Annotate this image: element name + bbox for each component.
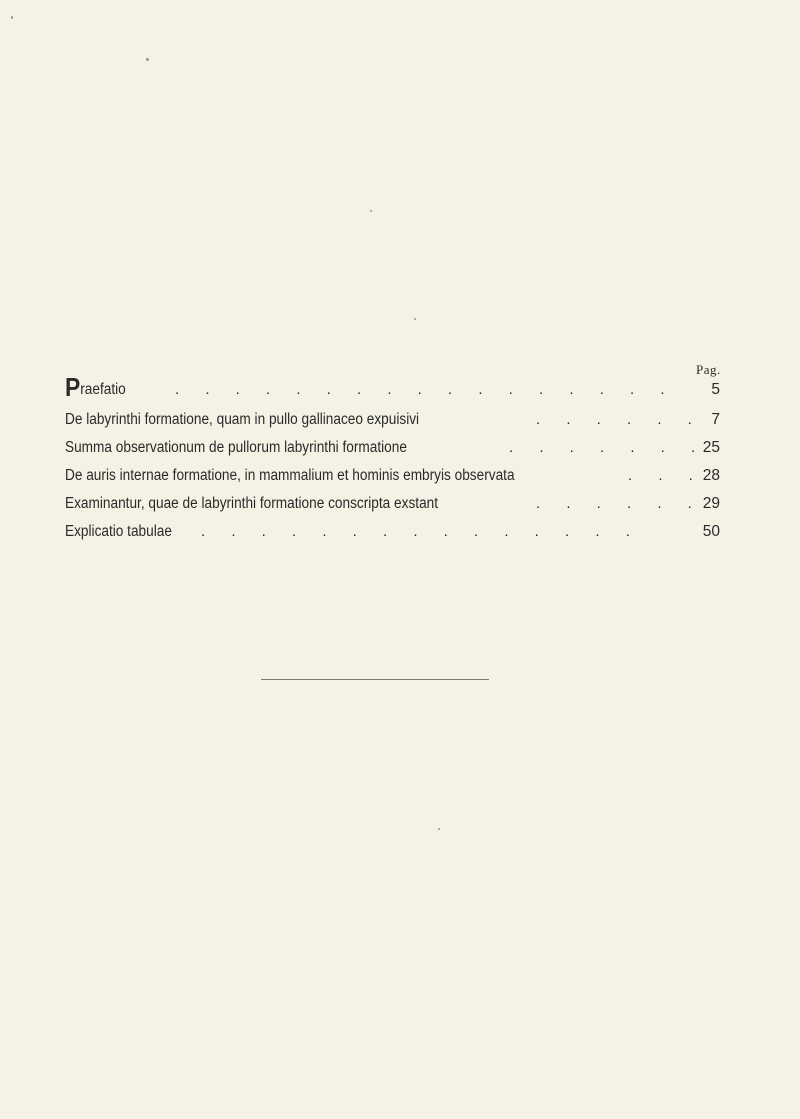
toc-leader-dots: . . . <box>628 467 704 484</box>
table-of-contents <box>65 372 745 540</box>
toc-page-number: 29 <box>702 495 720 512</box>
toc-entry-title: Summa observationum de pullorum labyrinthi formatione <box>65 439 407 456</box>
toc-entry-title: Explicatio tabulae <box>65 523 172 540</box>
toc-entry <box>65 464 745 488</box>
paper-speck <box>370 210 372 212</box>
paper-speck <box>146 58 149 61</box>
horizontal-rule <box>261 679 489 680</box>
toc-entry-title: De labyrinthi formatione, quam in pullo gallinaceo expuisivi <box>65 411 420 428</box>
toc-leader-dots: . . . . . . . <box>509 439 707 456</box>
toc-entry <box>65 372 745 402</box>
toc-page-number: 28 <box>702 467 720 484</box>
toc-entry-title <box>65 372 126 402</box>
toc-entry-title: Examinantur, quae de labyrinthi formatione conscripta exstant <box>65 495 439 512</box>
toc-entry-title: De auris internae formatione, in mammalium et hominis embryis observata <box>65 467 515 484</box>
toc-entry <box>65 436 745 460</box>
toc-page-number: 50 <box>702 523 720 540</box>
toc-leader-dots: . . . . . . <box>536 411 703 428</box>
drop-cap: P <box>65 372 81 402</box>
paper-speck <box>438 828 440 830</box>
toc-entry <box>65 492 745 516</box>
toc-page-number: 25 <box>702 439 720 456</box>
page-column-header: Pag. <box>696 362 721 377</box>
toc-page-number: 5 <box>711 381 720 398</box>
toc-page-number: 7 <box>711 411 720 428</box>
paper-speck <box>414 318 416 320</box>
toc-leader-dots: . . . . . . . . . . . . . . . . . <box>175 381 676 398</box>
toc-leader-dots: . . . . . . . . . . . . . . . <box>201 523 641 540</box>
toc-entry <box>65 520 745 544</box>
toc-entry <box>65 408 745 432</box>
toc-entry-title-text: raefatio <box>80 381 126 398</box>
toc-leader-dots: . . . . . . <box>536 495 703 512</box>
paper-speck <box>11 16 13 19</box>
